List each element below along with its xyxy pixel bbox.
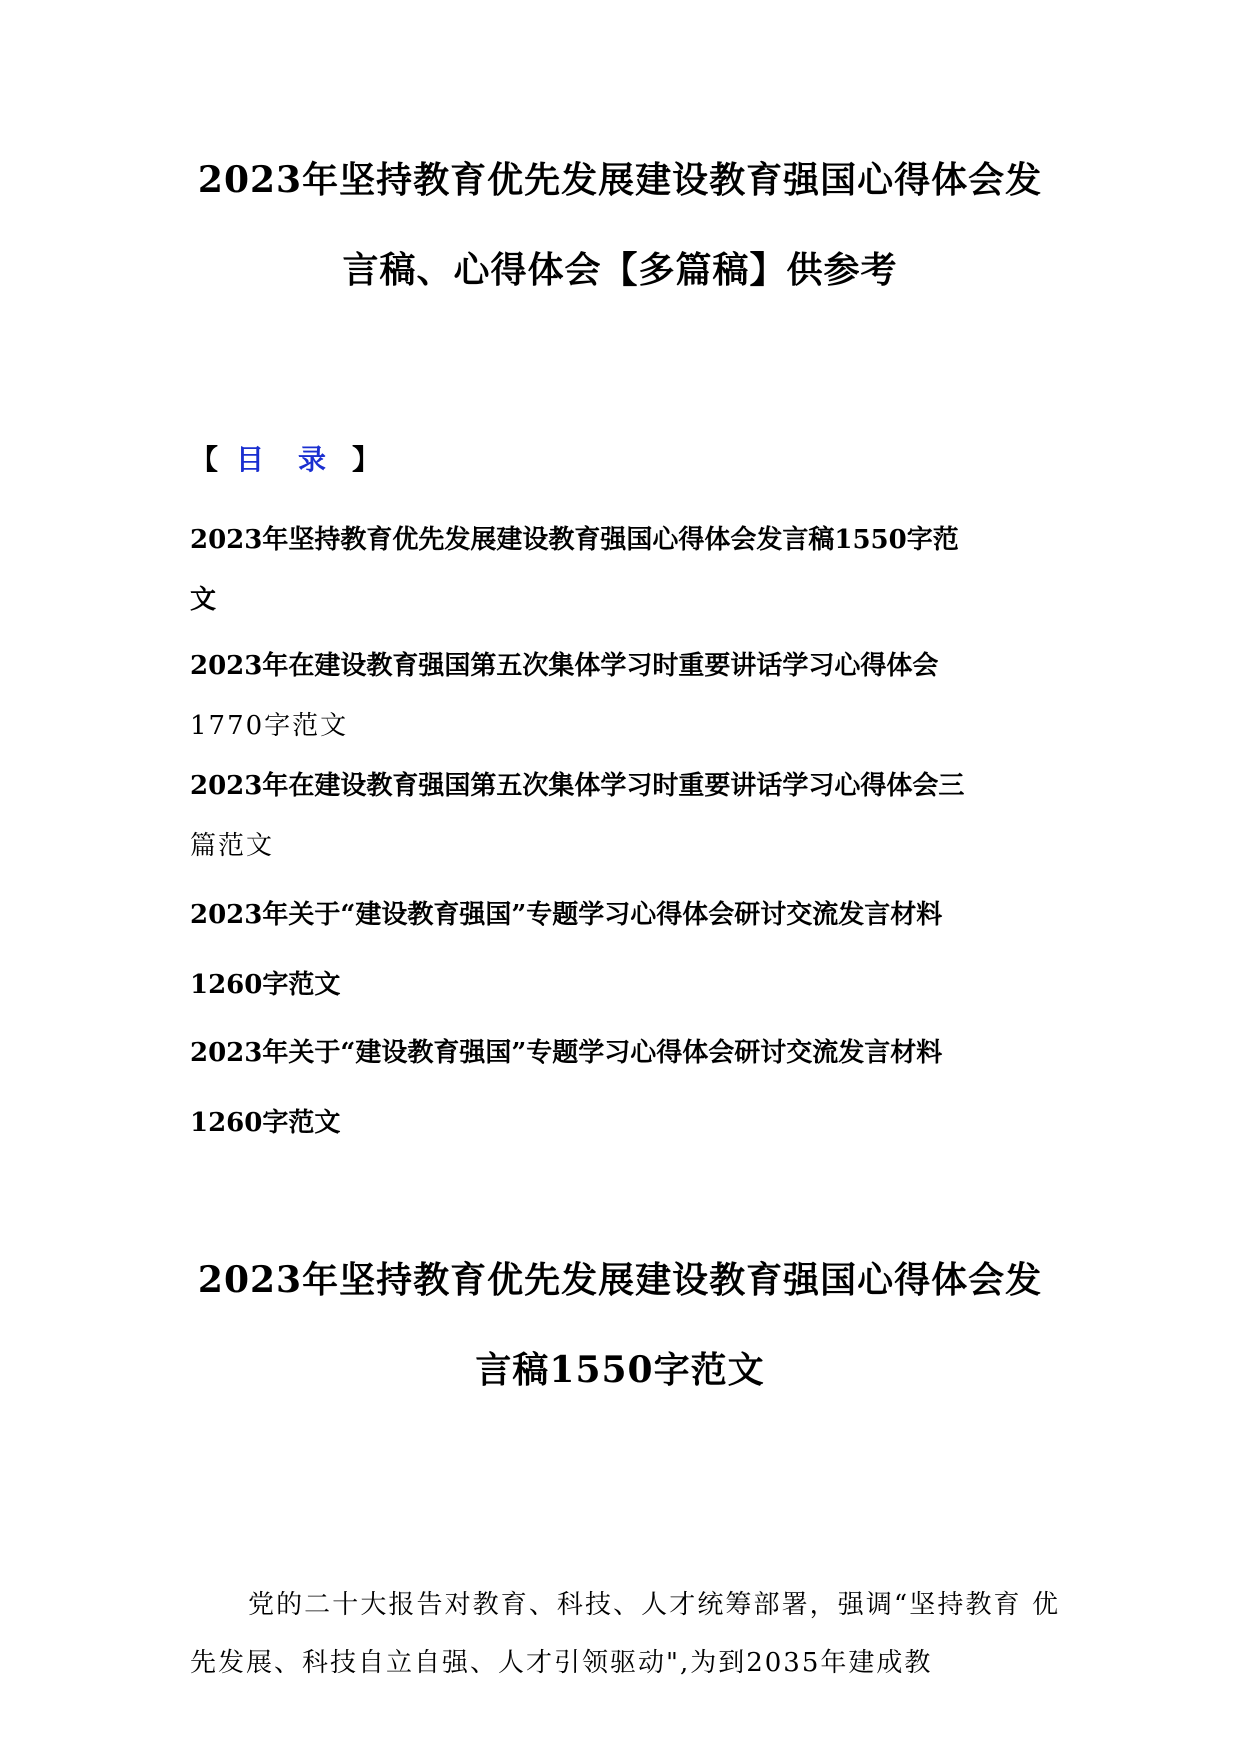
toc-entry-2-line-2: 1770字范文 xyxy=(190,711,349,741)
toc-entry-1-line-2: 文 xyxy=(190,585,217,615)
toc-heading-label: 目录 xyxy=(236,443,361,476)
toc-entry-5-line-2: 1260字范文 xyxy=(190,1108,341,1138)
toc-entry-3-line-2: 篇范文 xyxy=(190,831,275,861)
toc-entry-2-line-1: 2023年在建设教育强国第五次集体学习时重要讲话学习心得体会 xyxy=(190,651,939,681)
toc-entry-3-line-1: 2023年在建设教育强国第五次集体学习时重要讲话学习心得体会三 xyxy=(190,771,965,801)
toc-entry-2[interactable] xyxy=(190,636,1060,756)
main-title xyxy=(150,135,1090,315)
toc-open-bracket: 【 xyxy=(190,443,219,476)
body-paragraph: 党的二十大报告对教育、科技、人才统筹部署，强调“坚持教育 优先发展、科技自立自强、人才引领驱动",为到2035年建成教 xyxy=(190,1590,1060,1678)
toc-close-bracket: 】 xyxy=(352,443,381,476)
section-title-line-2: 言稿1550字范文 xyxy=(475,1349,765,1391)
toc-entry-4-line-1: 2023年关于“建设教育强国”专题学习心得体会研讨交流发言材料 xyxy=(190,900,943,930)
toc-entry-5[interactable] xyxy=(190,1018,1060,1158)
toc-entry-1-line-1: 2023年坚持教育优先发展建设教育强国心得体会发言稿1550字范 xyxy=(190,525,959,555)
toc-heading xyxy=(190,440,380,480)
toc-entry-3[interactable] xyxy=(190,756,1060,876)
main-title-line-2: 言稿、心得体会【多篇稿】供参考 xyxy=(342,249,898,291)
section-title xyxy=(150,1235,1090,1415)
toc-entry-4[interactable] xyxy=(190,880,1060,1020)
main-title-line-1: 2023年坚持教育优先发展建设教育强国心得体会发 xyxy=(197,159,1043,201)
toc-entry-4-line-2: 1260字范文 xyxy=(190,970,341,1000)
section-title-line-1: 2023年坚持教育优先发展建设教育强国心得体会发 xyxy=(197,1259,1043,1301)
toc-entry-1[interactable] xyxy=(190,510,1060,630)
toc-entry-5-line-1: 2023年关于“建设教育强国”专题学习心得体会研讨交流发言材料 xyxy=(190,1038,943,1068)
